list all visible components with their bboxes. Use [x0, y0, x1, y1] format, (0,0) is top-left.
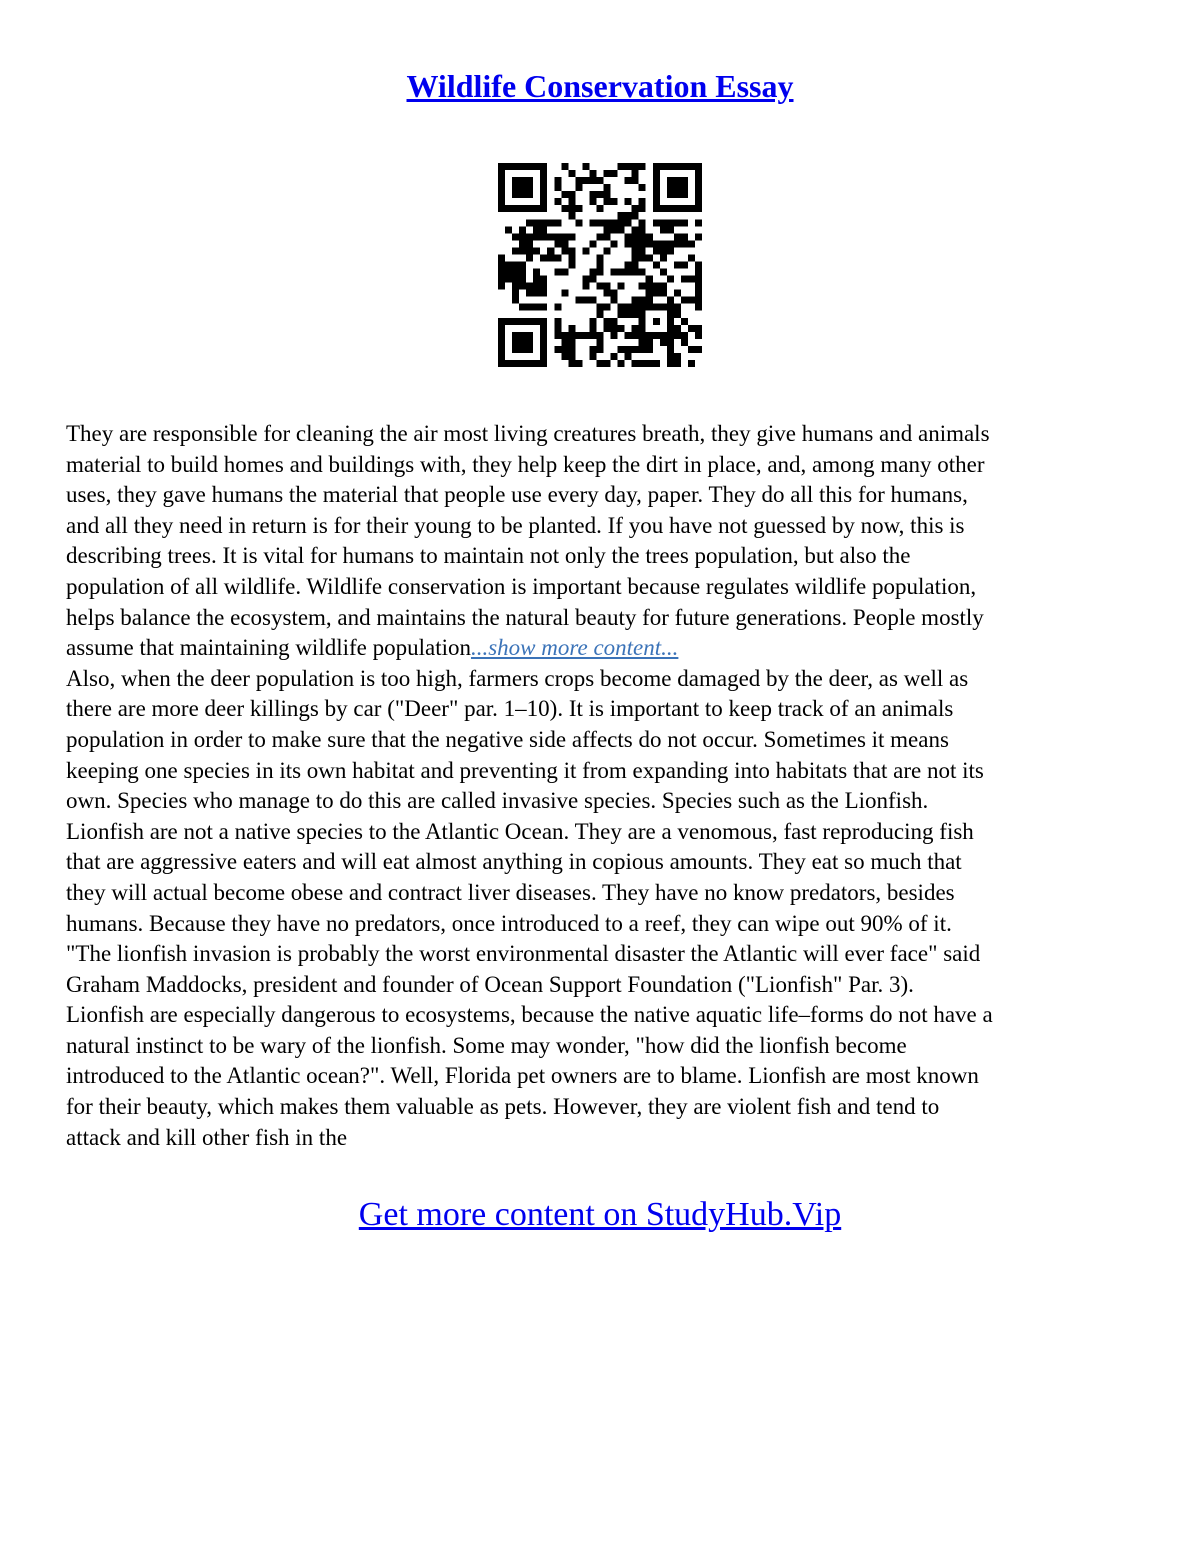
essay-body [66, 419, 1146, 1153]
text-line: attack and kill other fish in the [66, 1124, 348, 1150]
text-line: natural instinct to be wary of the lionfish. Some may wonder, "how did the lionfish become [66, 1032, 907, 1058]
page-title [0, 66, 1200, 106]
paragraph-1 [66, 419, 1146, 633]
paragraph-2 [66, 664, 1146, 1154]
show-more-link[interactable]: ...show more content... [470, 635, 679, 661]
text-line: They are responsible for cleaning the air most living creatures breath, they give humans and animals [66, 421, 990, 446]
text-line: there are more deer killings by car ("Deer" par. 1–10). It is important to keep track of an animals [66, 696, 954, 722]
text-line: Also, when the deer population is too high, farmers crops become damaged by the deer, as well as [66, 665, 969, 691]
text-line [66, 633, 1146, 664]
text-line: for their beauty, which makes them valuable as pets. However, they are violent fish and tend to [66, 1094, 940, 1120]
text-line: and all they need in return is for their young to be planted. If you have not guessed by now, this is [66, 512, 965, 538]
text-line: population in order to make sure that the negative side affects do not occur. Sometimes it means [66, 726, 949, 752]
footer [0, 1194, 1200, 1236]
text-line: humans. Because they have no predators, once introduced to a reef, they can wipe out 90% of it. [66, 910, 952, 936]
text-line-content: assume that maintaining wildlife population [66, 635, 471, 661]
text-line: Lionfish are not a native species to the Atlantic Ocean. They are a venomous, fast reproducing fish [66, 818, 974, 844]
text-line: they will actual become obese and contract liver diseases. They have no know predators, besides [66, 879, 955, 905]
qr-code-icon [498, 163, 702, 367]
text-line: that are aggressive eaters and will eat almost anything in copious amounts. They eat so much that [66, 849, 962, 875]
text-line: helps balance the ecosystem, and maintains the natural beauty for future generations. People mostly [66, 604, 984, 630]
text-line: population of all wildlife. Wildlife conservation is important because regulates wildlife population, [66, 573, 977, 599]
text-line: Lionfish are especially dangerous to ecosystems, because the native aquatic life–forms do not have a [66, 1002, 993, 1028]
text-line: keeping one species in its own habitat and preventing it from expanding into habitats that are not its [66, 757, 984, 783]
get-more-content-link[interactable]: Get more content on StudyHub.Vip [358, 1196, 842, 1233]
text-line: Graham Maddocks, president and founder of Ocean Support Foundation ("Lionfish" Par. 3). [66, 971, 914, 997]
text-line: introduced to the Atlantic ocean?". Well, Florida pet owners are to blame. Lionfish are most known [66, 1063, 979, 1089]
text-line: material to build homes and buildings with, they help keep the dirt in place, and, among many other [66, 451, 985, 477]
text-line: describing trees. It is vital for humans to maintain not only the trees population, but also the [66, 543, 911, 569]
title-link[interactable]: Wildlife Conservation Essay [406, 68, 794, 104]
text-line: own. Species who manage to do this are called invasive species. Species such as the Lionfish. [66, 788, 929, 814]
text-line: uses, they gave humans the material that people use every day, paper. They do all this for humans, [66, 482, 968, 508]
text-line: "The lionfish invasion is probably the worst environmental disaster the Atlantic will ever face" said [66, 941, 981, 967]
